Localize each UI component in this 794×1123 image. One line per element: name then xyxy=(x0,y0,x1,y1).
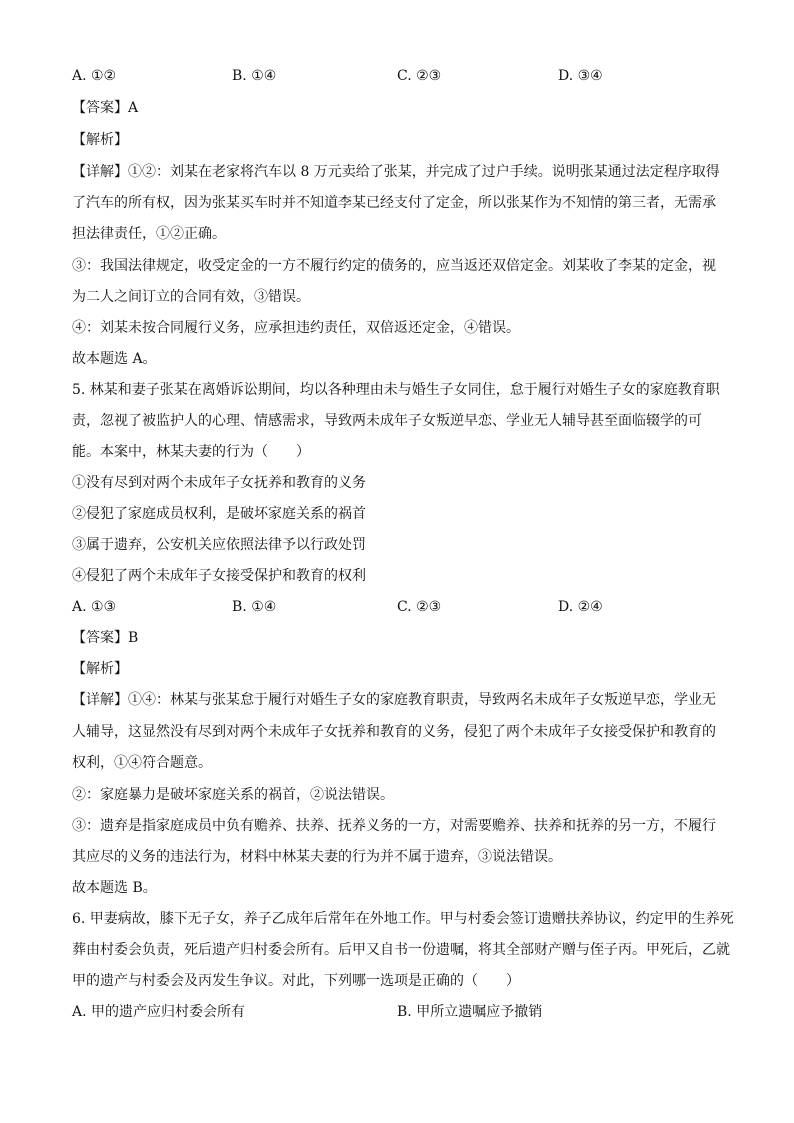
q5-stem-line: 5. 林某和妻子张某在离婚诉讼期间，均以各种理由未与婚生子女同住，怠于履行对婚生子女的家庭教育职 xyxy=(72,382,720,398)
q6-stem-line: 甲的遗产与村委会及丙发生争议。对此，下列哪一选项是正确的（ ） xyxy=(72,973,520,989)
q5-stem-line: 能。本案中，林某夫妻的行为（ ） xyxy=(72,444,310,460)
q4-detail-line: 了汽车的所有权，因为张某买车时并不知道李某已经支付了定金，所以张某作为不知情的第三者，无需承 xyxy=(72,195,716,211)
q4-option-c: C. ②③ xyxy=(397,68,442,84)
q5-stem-line: 责，忽视了被监护人的心理、情感需求，导致两未成年子女叛逆早恋、学业无人辅导甚至面临辍学的可 xyxy=(72,413,702,429)
q5-statement: ②侵犯了家庭成员权利，是破坏家庭关系的祸首 xyxy=(72,506,366,522)
q4-detail-line: ④：刘某未按合同履行义务，应承担违约责任，双倍返还定金，④错误。 xyxy=(72,320,520,336)
q5-detail-line: ③：遗弃是指家庭成员中负有赡养、扶养、抚养义务的一方，对需要赡养、扶养和抚养的另一方，不履行 xyxy=(72,818,716,834)
q5-statement: ④侵犯了两个未成年子女接受保护和教育的权利 xyxy=(72,568,366,584)
q5-option-c: C. ②③ xyxy=(397,599,442,615)
q5-option-b: B. ①④ xyxy=(232,599,277,615)
q4-analysis-label: 【解析】 xyxy=(72,132,128,148)
q5-statement: ③属于遗弃，公安机关应依照法律予以行政处罚 xyxy=(72,537,366,553)
q4-detail-line: 为二人之间订立的合同有效，③错误。 xyxy=(72,289,310,305)
q4-detail-line: 【详解】①②：刘某在老家将汽车以 8 万元卖给了张某，并完成了过户手续。说明张某通过法定程序取得 xyxy=(72,164,720,180)
q4-answer: 【答案】A xyxy=(72,100,139,116)
q5-detail-line: ②：家庭暴力是破坏家庭关系的祸首，②说法错误。 xyxy=(72,787,394,803)
q6-stem-line: 6. 甲妻病故，膝下无子女，养子乙成年后常年在外地工作。甲与村委会签订遗赠扶养协议，约定甲的生养死 xyxy=(72,911,734,927)
q5-analysis-label: 【解析】 xyxy=(72,661,128,677)
q6-option-b: B. 甲所立遗嘱应予撤销 xyxy=(397,1004,543,1020)
q4-option-a: A. ①② xyxy=(72,68,117,84)
q4-conclusion: 故本题选 A。 xyxy=(72,351,157,367)
q5-detail-line: 人辅导，这显然没有尽到对两个未成年子女抚养和教育的义务，侵犯了两个未成年子女接受保护和教育的 xyxy=(72,724,716,740)
q5-detail-line: 【详解】①④：林某与张某怠于履行对婚生子女的家庭教育职责，导致两名未成年子女叛逆早恋，学业无 xyxy=(72,692,716,708)
q4-detail-line: ③：我国法律规定，收受定金的一方不履行约定的债务的，应当返还双倍定金。刘某收了李某的定金，视 xyxy=(72,258,716,274)
q5-option-d: D. ②④ xyxy=(558,599,603,615)
q5-answer: 【答案】B xyxy=(72,630,139,646)
q5-conclusion: 故本题选 B。 xyxy=(72,880,157,896)
q6-stem-line: 葬由村委会负责，死后遗产归村委会所有。后甲又自书一份遗嘱，将其全部财产赠与侄子丙。甲死后，乙就 xyxy=(72,942,730,958)
q5-detail-line: 权利，①④符合题意。 xyxy=(72,755,212,771)
q5-option-a: A. ①③ xyxy=(72,599,117,615)
q4-detail-line: 担法律责任，①②正确。 xyxy=(72,226,226,242)
q4-option-d: D. ③④ xyxy=(558,68,603,84)
q5-detail-line: 其应尽的义务的违法行为，材料中林某夫妻的行为并不属于遗弃，③说法错误。 xyxy=(72,849,562,865)
q5-statement: ①没有尽到对两个未成年子女抚养和教育的义务 xyxy=(72,475,366,491)
q6-option-a: A. 甲的遗产应归村委会所有 xyxy=(72,1004,246,1020)
q4-option-b: B. ①④ xyxy=(232,68,277,84)
